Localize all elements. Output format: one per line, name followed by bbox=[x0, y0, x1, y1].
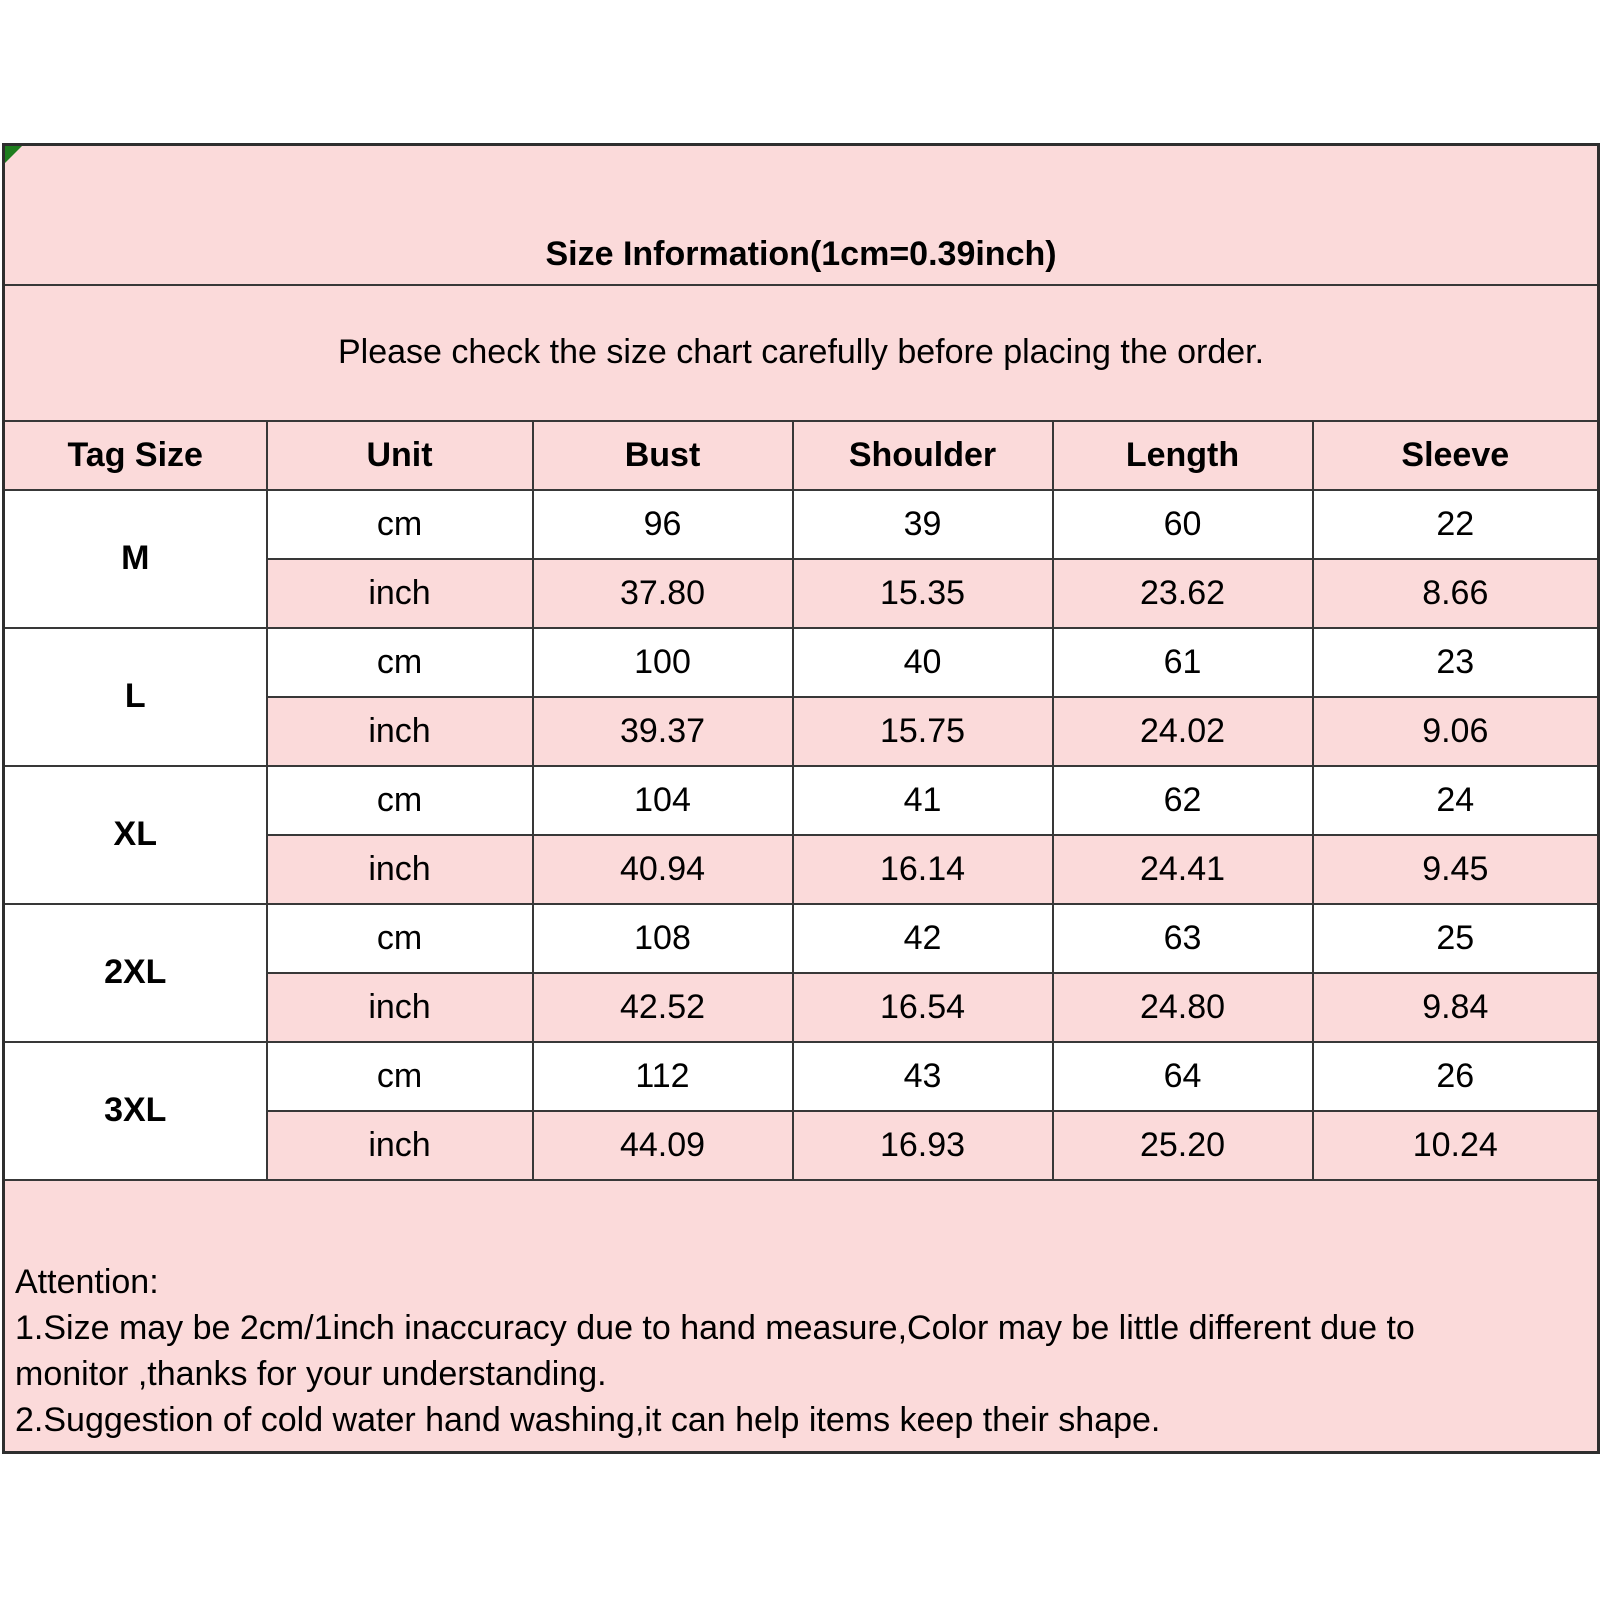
table-row-3xl-cm bbox=[4, 1042, 1599, 1111]
measure-cell: 104 bbox=[533, 766, 793, 835]
measure-cell: 24.41 bbox=[1053, 835, 1313, 904]
measure-cell: 23 bbox=[1313, 628, 1599, 697]
measure-cell: 96 bbox=[533, 490, 793, 559]
col-header-unit: Unit bbox=[267, 421, 533, 490]
unit-cell: inch bbox=[267, 835, 533, 904]
measure-cell: 8.66 bbox=[1313, 559, 1599, 628]
col-header-shoulder: Shoulder bbox=[793, 421, 1053, 490]
size-tag-cell: XL bbox=[4, 766, 267, 904]
size-tag-cell: 2XL bbox=[4, 904, 267, 1042]
measure-cell: 62 bbox=[1053, 766, 1313, 835]
col-header-tag-size: Tag Size bbox=[4, 421, 267, 490]
measure-cell: 60 bbox=[1053, 490, 1313, 559]
measure-cell: 108 bbox=[533, 904, 793, 973]
unit-cell: cm bbox=[267, 490, 533, 559]
measure-cell: 41 bbox=[793, 766, 1053, 835]
measure-cell: 42 bbox=[793, 904, 1053, 973]
measure-cell: 24.80 bbox=[1053, 973, 1313, 1042]
measure-cell: 24.02 bbox=[1053, 697, 1313, 766]
header-row bbox=[4, 421, 1599, 490]
unit-cell: inch bbox=[267, 559, 533, 628]
measure-cell: 61 bbox=[1053, 628, 1313, 697]
measure-cell: 39 bbox=[793, 490, 1053, 559]
measure-cell: 63 bbox=[1053, 904, 1313, 973]
col-header-length: Length bbox=[1053, 421, 1313, 490]
attention-notes bbox=[4, 1180, 1599, 1453]
measure-cell: 43 bbox=[793, 1042, 1053, 1111]
measure-cell: 9.06 bbox=[1313, 697, 1599, 766]
measure-cell: 15.75 bbox=[793, 697, 1053, 766]
measure-cell: 22 bbox=[1313, 490, 1599, 559]
attention-note-1: 1.Size may be 2cm/1inch inaccuracy due to hand measure,Color may be little different due to monitor ,thanks for your understanding. bbox=[15, 1309, 1415, 1393]
attention-heading: Attention: bbox=[15, 1263, 159, 1301]
table-row-l-cm bbox=[4, 628, 1599, 697]
measure-cell: 10.24 bbox=[1313, 1111, 1599, 1180]
unit-cell: cm bbox=[267, 766, 533, 835]
measure-cell: 24 bbox=[1313, 766, 1599, 835]
measure-cell: 16.93 bbox=[793, 1111, 1053, 1180]
size-chart-table bbox=[2, 143, 1600, 1454]
size-info-title bbox=[4, 145, 1599, 285]
size-tag-cell: L bbox=[4, 628, 267, 766]
table-row-xl-cm bbox=[4, 766, 1599, 835]
size-check-subtitle-text: Please check the size chart carefully before placing the order. bbox=[337, 333, 1265, 371]
measure-cell: 25 bbox=[1313, 904, 1599, 973]
measure-cell: 23.62 bbox=[1053, 559, 1313, 628]
size-info-title-text: Size Information(1cm=0.39inch) bbox=[545, 234, 1057, 273]
measure-cell: 40 bbox=[793, 628, 1053, 697]
unit-cell: cm bbox=[267, 628, 533, 697]
table-row-m-cm bbox=[4, 490, 1599, 559]
green-corner-marker-icon bbox=[5, 146, 22, 163]
measure-cell: 37.80 bbox=[533, 559, 793, 628]
attention-note-2: 2.Suggestion of cold water hand washing,it can help items keep their shape. bbox=[15, 1401, 1161, 1439]
col-header-sleeve: Sleeve bbox=[1313, 421, 1599, 490]
unit-cell: cm bbox=[267, 904, 533, 973]
measure-cell: 112 bbox=[533, 1042, 793, 1111]
measure-cell: 15.35 bbox=[793, 559, 1053, 628]
measure-cell: 100 bbox=[533, 628, 793, 697]
measure-cell: 44.09 bbox=[533, 1111, 793, 1180]
measure-cell: 26 bbox=[1313, 1042, 1599, 1111]
col-header-bust: Bust bbox=[533, 421, 793, 490]
measure-cell: 64 bbox=[1053, 1042, 1313, 1111]
size-tag-cell: M bbox=[4, 490, 267, 628]
measure-cell: 39.37 bbox=[533, 697, 793, 766]
unit-cell: inch bbox=[267, 1111, 533, 1180]
measure-cell: 9.84 bbox=[1313, 973, 1599, 1042]
unit-cell: inch bbox=[267, 973, 533, 1042]
measure-cell: 16.14 bbox=[793, 835, 1053, 904]
size-tag-cell: 3XL bbox=[4, 1042, 267, 1180]
size-chart-sheet bbox=[2, 143, 1597, 1451]
unit-cell: inch bbox=[267, 697, 533, 766]
size-check-subtitle bbox=[4, 285, 1599, 421]
measure-cell: 25.20 bbox=[1053, 1111, 1313, 1180]
measure-cell: 9.45 bbox=[1313, 835, 1599, 904]
table-row-2xl-cm bbox=[4, 904, 1599, 973]
measure-cell: 40.94 bbox=[533, 835, 793, 904]
measure-cell: 42.52 bbox=[533, 973, 793, 1042]
measure-cell: 16.54 bbox=[793, 973, 1053, 1042]
unit-cell: cm bbox=[267, 1042, 533, 1111]
